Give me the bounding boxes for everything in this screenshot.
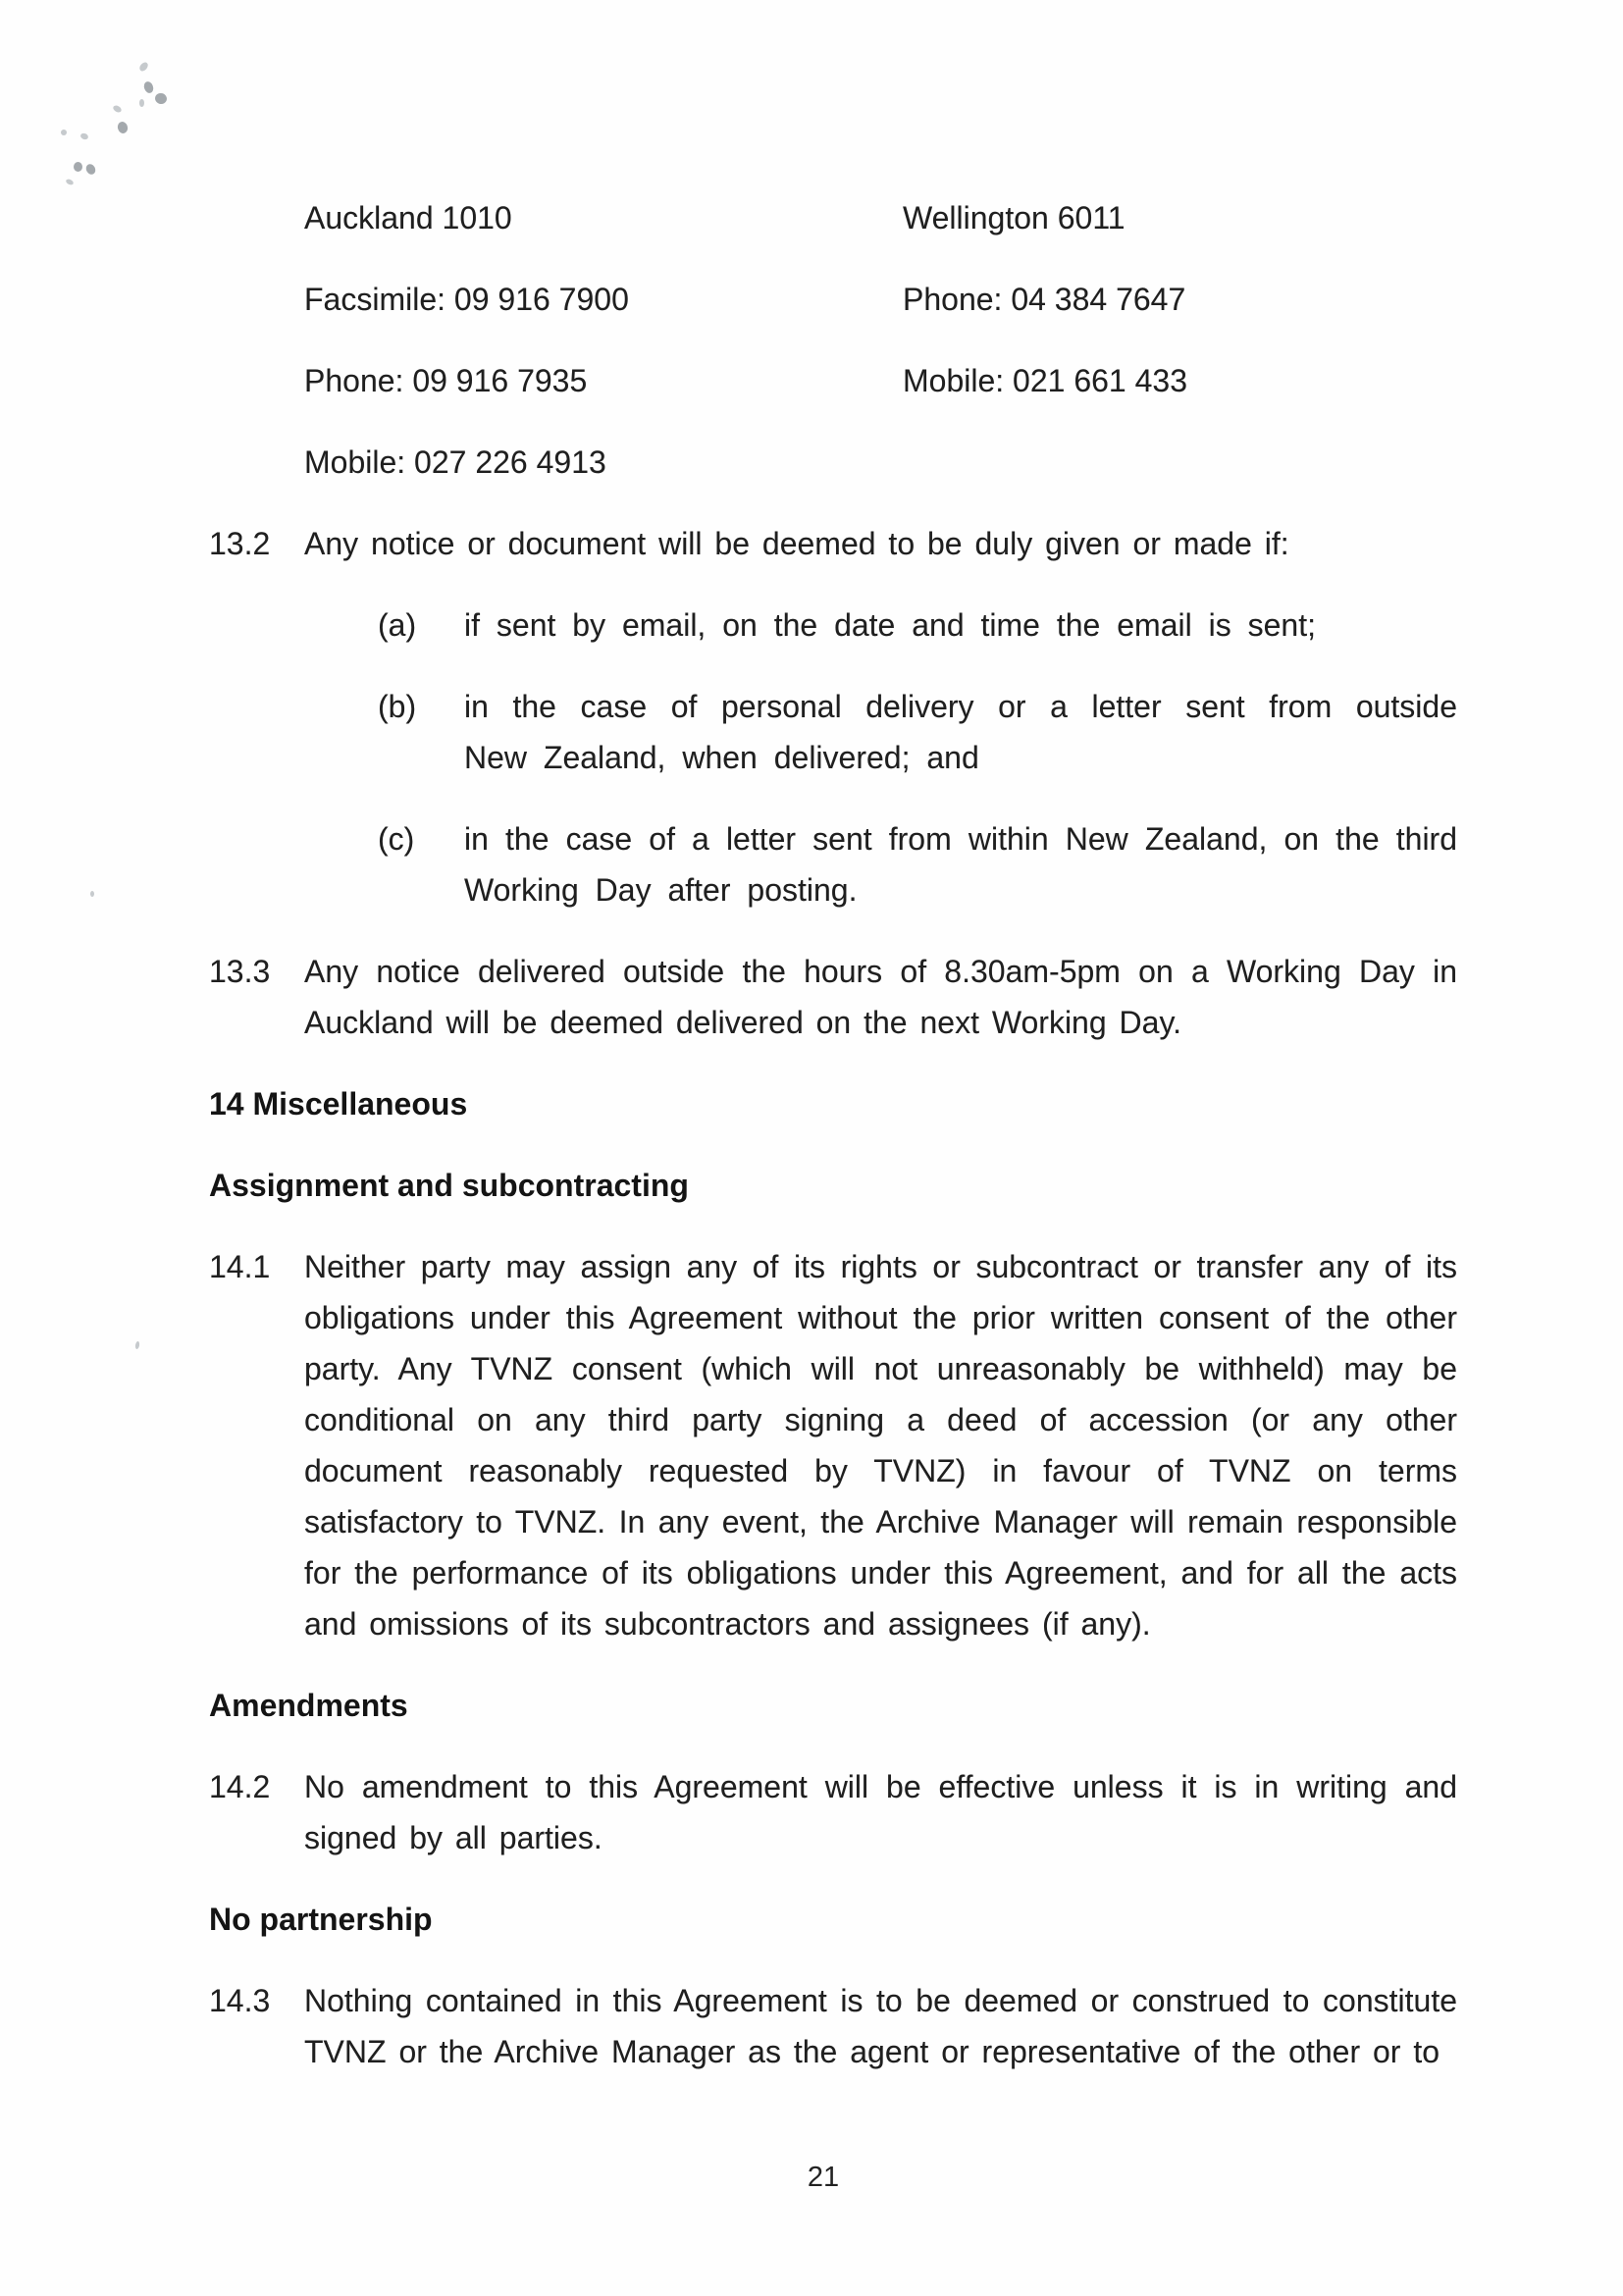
subclause-13-2-b — [378, 681, 1457, 783]
subclause-letter: (a) — [378, 607, 417, 643]
contact-facsimile: Facsimile: 09 916 7900 — [304, 282, 629, 317]
clause-text: Any notice delivered outside the hours of 8.30am-5pm on a Working Day in Auckland will be deemed delivered on the next Working Day. — [304, 954, 1457, 1040]
clause-13-2 — [209, 518, 1457, 569]
contact-row — [209, 355, 1457, 437]
subclause-letter: (c) — [378, 821, 415, 857]
subsection-heading-no-partnership: No partnership — [209, 1902, 433, 1937]
clause-number: 14.2 — [209, 1769, 271, 1804]
scan-speckle — [84, 162, 97, 176]
scan-speckle — [79, 132, 89, 140]
contact-city-wellington: Wellington 6011 — [903, 200, 1126, 235]
clause-number: 14.1 — [209, 1249, 271, 1284]
contact-row — [209, 274, 1457, 355]
subclause-text: in the case of a letter sent from within New Zealand, on the third Working Day after posting. — [464, 821, 1457, 908]
clause-number: 13.2 — [209, 526, 271, 561]
clause-text: Neither party may assign any of its rights or subcontract or transfer any of its obligations under this Agreement without the prior written consent of the other party. Any TVNZ consent (which will not unreasonably be withheld) may be conditional on any third party signing a deed of accession (or any other document reasonably requested by TVNZ) in favour of TVNZ on terms satisfactory to TVNZ. In any event, the Archive Manager will remain responsible for the performance of its obligations under this Agreement, and for all the acts and omissions of its subcontractors and assignees (if any). — [304, 1249, 1457, 1642]
clause-13-3 — [209, 946, 1457, 1048]
scan-speckle — [61, 130, 67, 135]
scan-speckle — [154, 92, 168, 106]
scan-speckle — [74, 162, 82, 172]
scan-speckle — [138, 61, 150, 73]
scan-speckle — [139, 99, 144, 107]
contact-mobile-auckland: Mobile: 027 226 4913 — [304, 444, 606, 480]
subsection-heading-amendments: Amendments — [209, 1688, 408, 1723]
scan-speckle — [112, 104, 123, 114]
section-heading-miscellaneous: 14 Miscellaneous — [209, 1086, 468, 1122]
contact-block — [209, 192, 1457, 518]
contact-mobile-wellington: Mobile: 021 661 433 — [903, 363, 1187, 398]
scan-speckle — [134, 1341, 139, 1350]
scan-speckle — [117, 121, 130, 134]
contact-row — [209, 437, 1457, 518]
page-number: 21 — [807, 2162, 840, 2193]
clause-14-3 — [209, 1975, 1457, 2077]
clause-number: 13.3 — [209, 954, 271, 989]
clause-text: Any notice or document will be deemed to be duly given or made if: — [304, 526, 1289, 561]
contact-phone-wellington: Phone: 04 384 7647 — [903, 282, 1186, 317]
subsection-heading-assignment: Assignment and subcontracting — [209, 1168, 689, 1203]
scan-speckle — [142, 80, 155, 94]
scan-speckle — [65, 179, 74, 186]
clause-14-2 — [209, 1761, 1457, 1863]
subclause-text: in the case of personal delivery or a letter sent from outside New Zealand, when delivered; and — [464, 689, 1457, 775]
subclause-letter: (b) — [378, 689, 417, 724]
subclause-text: if sent by email, on the date and time the email is sent; — [464, 607, 1316, 643]
clause-text: No amendment to this Agreement will be effective unless it is in writing and signed by all parties. — [304, 1769, 1457, 1855]
contact-phone-auckland: Phone: 09 916 7935 — [304, 363, 588, 398]
clause-number: 14.3 — [209, 1983, 271, 2018]
subclause-13-2-c — [378, 813, 1457, 915]
scan-speckle — [90, 891, 94, 897]
contact-row — [209, 192, 1457, 274]
contact-city-auckland: Auckland 1010 — [304, 200, 512, 235]
clause-text: Nothing contained in this Agreement is to be deemed or construed to constitute TVNZ or the Archive Manager as the agent or representative of the other or to — [304, 1983, 1457, 2069]
subclause-13-2-a — [378, 600, 1457, 651]
clause-14-1 — [209, 1241, 1457, 1649]
document-content — [209, 192, 1457, 2108]
